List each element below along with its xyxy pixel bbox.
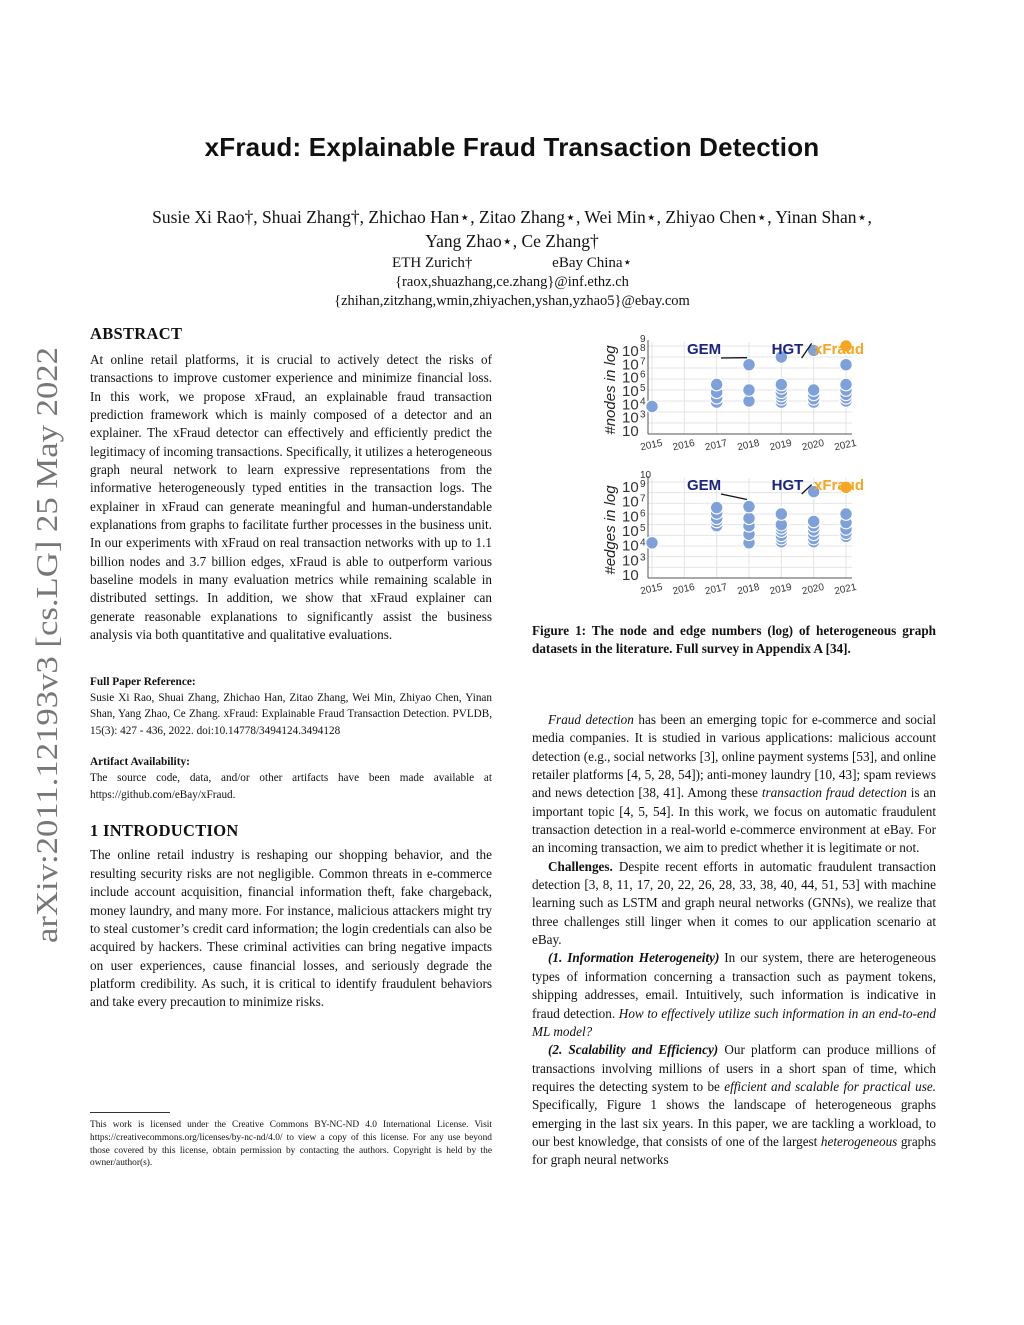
figure-1-caption: Figure 1: The node and edge numbers (log) of heterogeneous graph datasets in the literature. Full survey in Appendix A [34]. xyxy=(532,623,936,657)
arxiv-identifier-stamp xyxy=(20,345,70,945)
edges-y-tick-exponent: 3 xyxy=(640,552,646,564)
nodes-data-point xyxy=(775,378,788,391)
edges-x-tick-label: 2019 xyxy=(768,581,793,598)
scalability-heading: (2. Scalability and Efficiency) xyxy=(548,1042,719,1058)
artifact-heading: Artifact Availability: xyxy=(90,756,190,769)
nodes-y-tick-label: 10 xyxy=(622,383,639,400)
edges-y-tick-exponent: 9 xyxy=(640,479,646,490)
edges-annotation-hgt: HGT xyxy=(771,477,804,494)
challenges-paragraph: Challenges. Despite recent efforts in automatic fraudulent transaction detection [3, 8, 11, 17, 20, 22, 26, 28, 33, 38, 40, 44, 51, 53] with machine learning such as LSTM and graph neural networks (GNNs), we realize that three challenges still linger when it comes to our application scenario at eBay. xyxy=(532,858,936,948)
right-column xyxy=(532,711,936,1170)
edges-data-point xyxy=(840,508,853,521)
edges-y-tick-label: 10 xyxy=(622,567,639,584)
nodes-y-tick-label: 10 xyxy=(622,343,639,360)
edges-x-tick-label: 2020 xyxy=(801,581,826,598)
edges-data-point xyxy=(743,512,756,525)
edges-data-point xyxy=(775,508,788,521)
edges-x-tick-label: 2016 xyxy=(671,581,696,598)
nodes-x-tick-label: 2021 xyxy=(833,437,858,454)
nodes-y-tick-exponent: 7 xyxy=(640,356,646,368)
heterogeneity-paragraph: (1. Information Heterogeneity) In our system, there are heterogeneous types of information concerning a transaction such as payment tokens, shipping addresses, email. Intuitively, such information is indicative in fraud detection. How to effectively utilize such information in an end-to-end ML model? xyxy=(532,950,936,1039)
fraud-detection-term: Fraud detection xyxy=(548,712,634,727)
nodes-data-point xyxy=(840,358,853,371)
full-reference-text: Susie Xi Rao, Shuai Zhang, Zhichao Han, Zitao Zhang, Wei Min, Zhiyao Chen, Yinan Shan, Yang Zhao, Ce Zhang. xFraud: Explainable Fraud Transaction Detection. PVLDB, 15(3): 427 - 436, 2022. doi:10.14778/3494124.3494128 xyxy=(90,691,492,737)
author-list xyxy=(60,205,964,253)
edges-annotation-xfraud: xFraud xyxy=(814,477,865,494)
edges-y-tick-label: 10 xyxy=(622,537,639,555)
nodes-annotation-hgt: HGT xyxy=(771,341,804,358)
left-column xyxy=(90,324,492,1012)
arxiv-stamp-text: arXiv:2011.12193v3 [cs.LG] 25 May 2022 xyxy=(29,410,64,943)
nodes-y-tick-label: 10 xyxy=(622,356,639,374)
nodes-y-tick-exponent: 6 xyxy=(640,369,646,381)
edges-data-point xyxy=(646,537,659,550)
edges-annotation-gem-leader xyxy=(721,494,747,500)
author-line-2: Yang Zhao⋆, Ce Zhang† xyxy=(425,231,599,251)
edges-y-tick-label: 10 xyxy=(622,552,639,570)
introduction-heading: 1 INTRODUCTION xyxy=(90,821,239,841)
nodes-x-tick-label: 2018 xyxy=(736,437,761,454)
nodes-y-tick-exponent: 4 xyxy=(640,396,646,408)
nodes-x-tick-label: 2015 xyxy=(639,437,664,454)
nodes-data-point xyxy=(743,384,756,397)
nodes-data-point xyxy=(646,400,659,413)
edges-data-point xyxy=(743,500,756,513)
edges-y-tick-label: 10 xyxy=(622,479,639,496)
edges-y-tick-exponent: 5 xyxy=(640,523,646,534)
email-ebay: {zhihan,zitzhang,wmin,zhiyachen,yshan,yzhao5}@ebay.com xyxy=(334,293,690,309)
challenges-heading: Challenges. xyxy=(548,858,613,874)
footnote-rule xyxy=(90,1112,170,1113)
edges-y-tick-label: 10 xyxy=(622,523,639,540)
artifact-text: The source code, data, and/or other artifacts have been made available at https://github.com/eBay/xFraud. xyxy=(90,772,492,801)
author-line-1: Susie Xi Rao†, Shuai Zhang†, Zhichao Han⋆, Zitao Zhang⋆, Wei Min⋆, Zhiyao Chen⋆, Yinan Shan⋆, xyxy=(152,207,872,227)
edges-y-tick-exponent: 4 xyxy=(640,537,646,549)
affiliation-ebay: eBay China⋆ xyxy=(552,255,632,271)
nodes-y-tick-exponent: 5 xyxy=(640,383,646,394)
nodes-y-tick-label: 10 xyxy=(622,409,639,427)
heterogeneity-heading: (1. Information Heterogeneity) xyxy=(548,950,720,966)
scalability-paragraph: (2. Scalability and Efficiency) Our platform can produce millions of transactions involving millions of users in a short span of time, which requires the detecting system to be efficient and scalable for practical use. Specifically, Figure 1 shows the landscape of heterogeneous graphs emerging in the last six years. In this paper, we are tackling a workload, to our best knowledge, that consists of one of the largest heterogeneous graphs for graph neural networks xyxy=(532,1042,936,1168)
edges-data-point xyxy=(710,501,723,514)
edges-y-tick-exponent: 7 xyxy=(640,493,646,505)
nodes-y-tick-exponent: 3 xyxy=(640,409,646,421)
nodes-data-point xyxy=(710,378,723,391)
nodes-y-tick-exponent: 8 xyxy=(640,343,646,354)
abstract-heading: ABSTRACT xyxy=(90,324,183,343)
nodes-y-tick-label: 10 xyxy=(622,423,639,440)
nodes-x-tick-label: 2020 xyxy=(801,437,826,454)
figure-1-chart xyxy=(598,322,946,598)
edges-y-top-exponent: 10 xyxy=(640,470,652,481)
affiliation-eth: ETH Zurich† xyxy=(392,255,473,271)
edges-x-tick-label: 2018 xyxy=(736,581,761,598)
nodes-x-tick-label: 2019 xyxy=(768,437,793,454)
edges-y-tick-label: 10 xyxy=(622,508,639,526)
nodes-data-point xyxy=(840,378,853,391)
nodes-y-top-exponent: 9 xyxy=(640,334,646,345)
introduction-text: The online retail industry is reshaping our shopping behavior, and the resulting security risks are not negligible. Common threats in e-commerce include account acquisition, financial information theft, fake chargeback, money laundry, and many more. For instance, malicious attackers might try to steal customer’s credit card information; the login credentials can also be acquired by hackers. These criminal activities can bring negative impacts on user experiences, cause financial losses, and seriously degrade the platform credibility. As such, it is critical to identify fraudulent behaviors and take every precaution to minimize risks. xyxy=(90,847,492,1010)
nodes-y-axis-title: #nodes in log xyxy=(602,345,619,435)
edges-x-tick-label: 2017 xyxy=(704,581,729,598)
nodes-y-tick-label: 10 xyxy=(622,396,639,414)
license-footnote: This work is licensed under the Creative Commons BY-NC-ND 4.0 International License. Visit https://creativecommons.org/licenses/by-nc-nd/4.0/ to view a copy of this license. For any use beyond those covered by this license, obtain permission by contacting the authors. Copyright is held by the owner/author(s). xyxy=(90,1120,492,1169)
email-eth: {raox,shuazhang,ce.zhang}@inf.ethz.ch xyxy=(395,274,629,290)
nodes-data-point xyxy=(807,384,820,397)
edges-y-tick-label: 10 xyxy=(622,493,639,511)
nodes-x-tick-label: 2016 xyxy=(671,437,696,454)
edges-y-axis-title: #edges in log xyxy=(602,485,619,575)
nodes-y-tick-label: 10 xyxy=(622,369,639,387)
fraud-detection-paragraph: Fraud detection has been an emerging topic for e-commerce and social media companies. It is studied in various applications: malicious account detection (e.g., social networks [3], online payment systems [53], and online retailer platforms [4, 5, 28, 54]); anti-money laundry [10, 43]; spam reviews and news detection [38, 41]. Among these transaction fraud detection is an important topic [4, 5, 54]. In this work, we focus on automatic fraudulent transaction detection in a real-world e-commerce environment at eBay. For an incoming transaction, we aim to predict whether it is legitimate or not. xyxy=(532,712,936,856)
abstract-text: At online retail platforms, it is crucial to actively detect the risks of transactions to improve customer experience and minimize financial loss. In this work, we propose xFraud, an explainable fraud transaction prediction framework which is mainly composed of a detector and an explainer. The xFraud detector can effectively and efficiently predict the legitimacy of incoming transactions. Specifically, it utilizes a heterogeneous graph neural network to learn expressive representations from the informative heterogeneously typed entities in the transaction logs. The explainer in xFraud can generate meaningful and human-understandable explanations from graphs to facilitate further processes in the business unit. In our experiments with xFraud on real transaction networks with up to 1.1 billion nodes and 3.7 billion edges, xFraud is able to outperform various baseline models in many evaluation metrics while remaining scalable in distributed settings. In addition, we show that xFraud explainer can generate reasonable explanations to significantly assist the business analysis via both quantitative and qualitative evaluations. xyxy=(90,352,492,643)
edges-y-tick-exponent: 6 xyxy=(640,508,646,520)
edges-annotation-gem: GEM xyxy=(687,477,722,494)
nodes-x-tick-label: 2017 xyxy=(704,437,729,454)
nodes-annotation-gem: GEM xyxy=(687,341,722,358)
figure-1 xyxy=(598,322,946,598)
affiliations xyxy=(0,253,1024,272)
edges-data-point xyxy=(807,515,820,528)
nodes-data-point xyxy=(743,358,756,371)
paper-title: xFraud: Explainable Fraud Transaction Detection xyxy=(204,132,820,162)
full-reference-heading: Full Paper Reference: xyxy=(90,675,196,688)
edges-x-tick-label: 2021 xyxy=(833,581,858,598)
nodes-annotation-xfraud: xFraud xyxy=(814,341,865,358)
edges-x-tick-label: 2015 xyxy=(639,581,664,598)
